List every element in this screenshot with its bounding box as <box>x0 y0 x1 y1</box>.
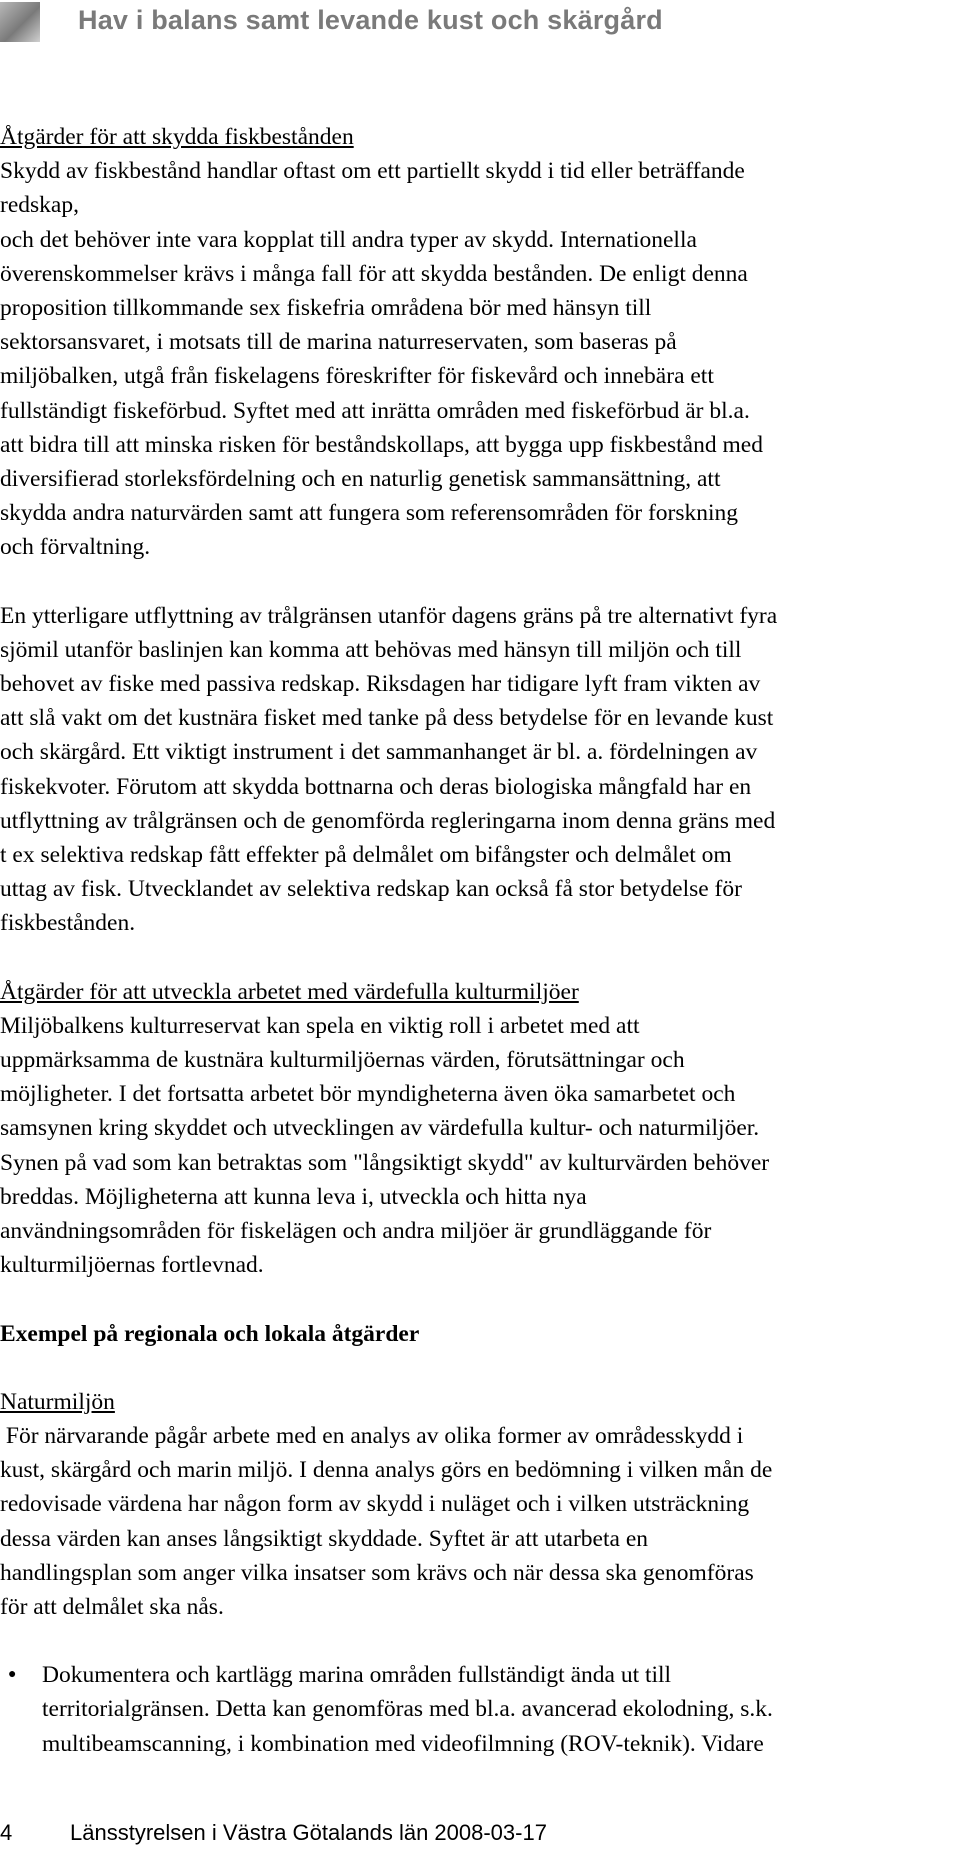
paragraph-kulturmiljoer <box>0 1009 960 1283</box>
text-line: sjömil utanför baslinjen kan komma att behövas med hänsyn till miljön och till <box>0 636 742 663</box>
text-line: att slå vakt om det kustnära fisket med tanke på dess betydelse för en levande kust <box>0 705 774 732</box>
paragraph-spacer <box>0 941 960 975</box>
paragraph-naturmiljon <box>0 1419 960 1624</box>
bullet-list-item <box>0 1658 960 1761</box>
text-line: kust, skärgård och marin miljö. I denna analys görs en bedömning i vilken mån de <box>0 1457 773 1484</box>
text-line: för att delmålet ska nås. <box>0 1593 224 1620</box>
text-line: uppmärksamma de kustnära kulturmiljöernas värden, förutsättningar och <box>0 1047 685 1074</box>
text-line: och det behöver inte vara kopplat till andra typer av skydd. Internationella <box>0 226 697 253</box>
paragraph-spacer <box>0 565 960 599</box>
text-line: handlingsplan som anger vilka insatser som krävs och när dessa ska genomföras <box>0 1559 754 1586</box>
text-line: Skydd av fiskbestånd handlar oftast om ett partiellt skydd i tid eller beträffande <box>0 158 745 185</box>
text-line: möjligheter. I det fortsatta arbetet bör myndigheterna även öka samarbetet och <box>0 1081 736 1108</box>
text-line: fiskekvoter. Förutom att skydda bottnarna och deras biologiska mångfald har en <box>0 773 752 800</box>
text-line: breddas. Möjligheterna att kunna leva i, utveckla och hitta nya <box>0 1183 587 1210</box>
paragraph-spacer <box>0 1624 960 1658</box>
text-line: Miljöbalkens kulturreservat kan spela en viktig roll i arbetet med att <box>0 1012 640 1039</box>
text-line: användningsområden för fiskelägen och andra miljöer är grundläggande för <box>0 1218 712 1245</box>
text-line: att bidra till att minska risken för beståndskollaps, att bygga upp fiskbestånd med <box>0 431 763 458</box>
text-line: utflyttning av trålgränsen och de genomförda regleringarna inom denna gräns med <box>0 807 776 834</box>
text-line: För närvarande pågår arbete med en analys av olika former av områdesskydd i <box>0 1422 744 1449</box>
paragraph-tralgrans <box>0 599 960 941</box>
text-line: samsynen kring skyddet och utvecklingen av värdefulla kultur- och naturmiljöer. <box>0 1115 760 1142</box>
logo-icon <box>0 2 40 42</box>
document-body <box>0 120 960 1761</box>
text-line: t ex selektiva redskap fått effekter på delmålet om bifångster och delmålet om <box>0 842 732 869</box>
text-line: fiskbestånden. <box>0 910 136 937</box>
text-line: territorialgränsen. Detta kan genomföras med bl.a. avancerad ekolodning, s.k. <box>42 1696 773 1723</box>
text-line: Synen på vad som kan betraktas som "långsiktigt skydd" av kulturvärden behöver <box>0 1149 770 1176</box>
bullet-icon: ● <box>8 1667 17 1683</box>
section-heading-naturmiljon: Naturmiljön <box>0 1388 115 1415</box>
text-line: skydda andra naturvärden samt att fungera som referensområden för forskning <box>0 500 739 527</box>
text-line: och skärgård. Ett viktigt instrument i det sammanhanget är bl. a. fördelningen av <box>0 739 758 766</box>
text-line: diversifierad storleksfördelning och en naturlig genetisk sammansättning, att <box>0 466 721 493</box>
text-line: uttag av fisk. Utvecklandet av selektiva redskap kan också få stor betydelse för <box>0 876 742 903</box>
text-line: och förvaltning. <box>0 534 151 561</box>
section-heading-exempel: Exempel på regionala och lokala åtgärder <box>0 1320 420 1347</box>
text-line: En ytterligare utflyttning av trålgränsen utanför dagens gräns på tre alternativt fyra <box>0 602 778 629</box>
text-line: multibeamscanning, i kombination med videofilmning (ROV-teknik). Vidare <box>42 1730 764 1757</box>
section-heading-kulturmiljoer: Åtgärder för att utveckla arbetet med värdefulla kulturmiljöer <box>0 978 579 1005</box>
footer-text: Länsstyrelsen i Västra Götalands län 2008-03-17 <box>70 1820 547 1845</box>
text-line: redskap, <box>0 192 79 219</box>
bullet-text <box>42 1658 773 1761</box>
text-line: sektorsansvaret, i motsats till de marina naturreservaten, som baseras på <box>0 329 677 356</box>
paragraph-fiskbestand <box>0 154 960 564</box>
header-title: Hav i balans samt levande kust och skärgård <box>78 5 663 35</box>
text-line: Dokumentera och kartlägg marina områden fullständigt ända ut till <box>42 1662 672 1689</box>
paragraph-spacer <box>0 1283 960 1317</box>
page-header <box>0 0 960 48</box>
text-line: kulturmiljöernas fortlevnad. <box>0 1252 264 1279</box>
page-number: 4 <box>0 1820 13 1845</box>
paragraph-spacer <box>0 1351 960 1385</box>
text-line: proposition tillkommande sex fiskefria områdena bör med hänsyn till <box>0 295 652 322</box>
text-line: fullständigt fiskeförbud. Syftet med att inrätta områden med fiskeförbud är bl.a. <box>0 397 750 424</box>
text-line: dessa värden kan anses långsiktigt skyddade. Syftet är att utarbeta en <box>0 1525 649 1552</box>
text-line: redovisade värdena har någon form av skydd i nuläget och i vilken utsträckning <box>0 1491 750 1518</box>
text-line: överenskommelser krävs i många fall för att skydda bestånden. De enligt denna <box>0 260 748 287</box>
text-line: miljöbalken, utgå från fiskelagens föreskrifter för fiskevård och innebära ett <box>0 363 714 390</box>
section-heading-fiskbestand: Åtgärder för att skydda fiskbestånden <box>0 124 354 150</box>
text-line: behovet av fiske med passiva redskap. Riksdagen har tidigare lyft fram vikten av <box>0 671 761 698</box>
